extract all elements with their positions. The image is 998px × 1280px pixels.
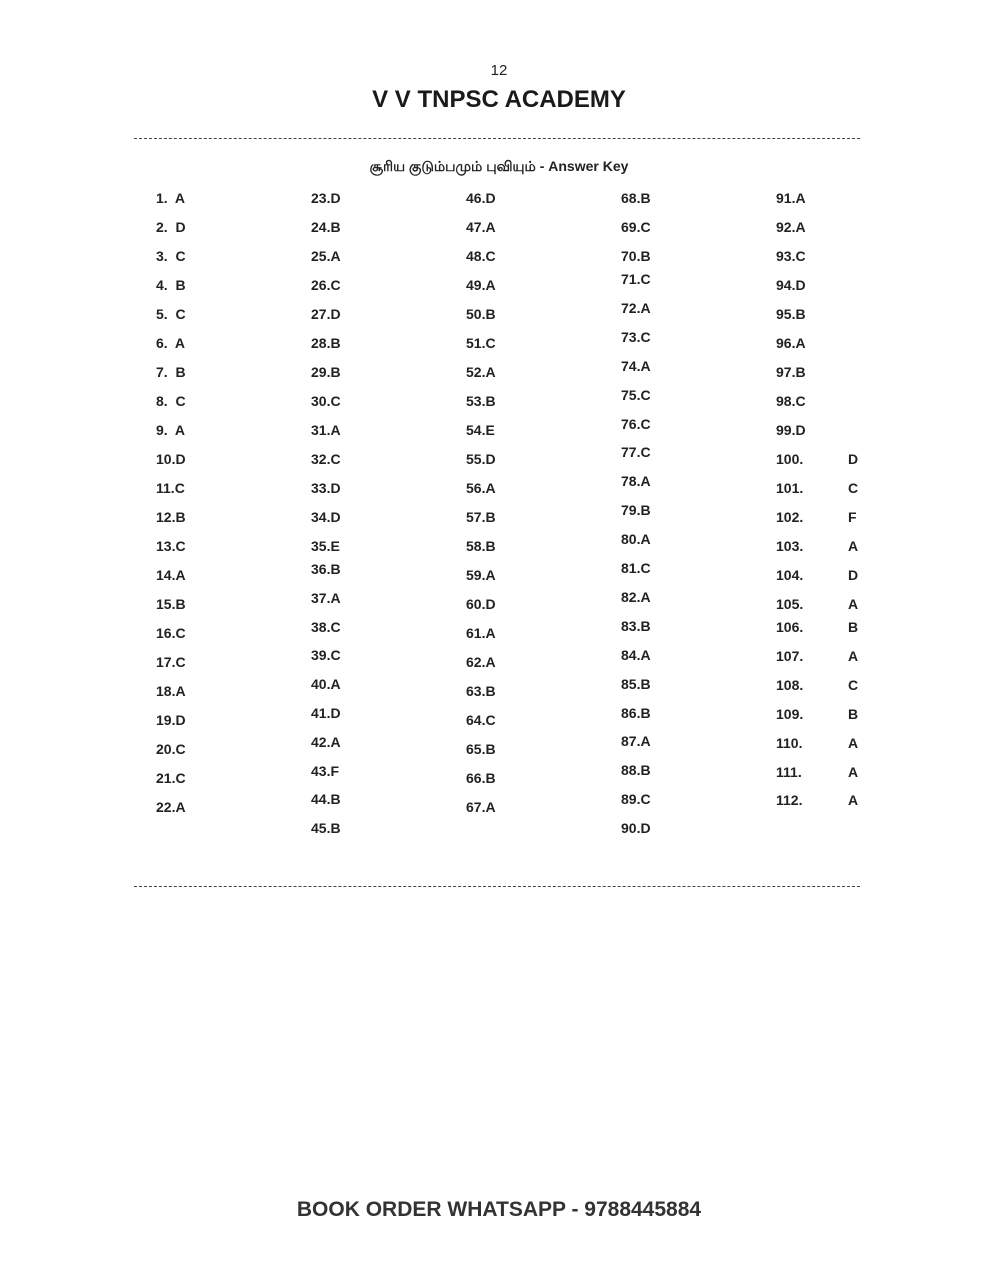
answer-number: 97.B — [776, 364, 806, 380]
answer-number: 94.D — [776, 277, 806, 293]
academy-title: V V TNPSC ACADEMY — [372, 86, 626, 113]
answer-number: 112. — [776, 792, 803, 809]
answer-item: 55.D — [466, 451, 496, 467]
answer-item: 82.A — [621, 588, 651, 605]
answer-item: 54.E — [466, 422, 495, 438]
answer-item — [776, 190, 806, 206]
answer-item: 50.B — [466, 306, 496, 322]
answer-item — [776, 248, 806, 264]
answer-item: 26.C — [311, 277, 341, 293]
answer-number: 105. — [776, 596, 804, 612]
answer-item: 61.A — [466, 625, 496, 641]
answer-number: 93.C — [776, 248, 806, 264]
answer-item: 64.C — [466, 712, 496, 728]
answer-item: 75.C — [621, 386, 651, 403]
answer-item: 68.B — [621, 190, 651, 206]
answer-item: 67.A — [466, 799, 496, 815]
answer-item: 85.B — [621, 675, 651, 692]
answer-number: 106. — [776, 619, 804, 635]
answer-item — [776, 422, 806, 438]
answer-item — [776, 306, 806, 322]
answer-item: 71.C — [621, 271, 651, 287]
bottom-dashed-divider — [134, 886, 860, 887]
answer-item: 37.A — [311, 589, 341, 606]
answer-item: 81.C — [621, 560, 651, 576]
answer-item: 34.D — [311, 509, 341, 525]
answer-item: 63.B — [466, 683, 496, 699]
answer-number: 107. — [776, 647, 804, 664]
answer-item: 84.A — [621, 646, 651, 663]
answer-item: 5. C — [156, 306, 186, 322]
answer-item: 27.D — [311, 306, 341, 322]
answer-item — [776, 676, 859, 693]
answer-item: 15.B — [156, 596, 186, 612]
answer-item: 79.B — [621, 502, 651, 519]
answer-item: 1. A — [156, 190, 186, 206]
answer-item: 12.B — [156, 509, 186, 525]
answer-letter: A — [848, 596, 859, 612]
answer-item — [776, 619, 859, 635]
answer-number: 91.A — [776, 190, 806, 206]
answer-item: 20.C — [156, 741, 186, 757]
answer-item: 29.B — [311, 364, 341, 380]
answer-item: 35.E — [311, 538, 340, 554]
answer-item: 38.C — [311, 618, 341, 635]
answer-item: 49.A — [466, 277, 496, 293]
answer-item: 65.B — [466, 741, 496, 757]
answer-item: 2. D — [156, 219, 186, 235]
answer-letter: A — [848, 792, 859, 809]
answer-item: 56.A — [466, 480, 496, 496]
answer-number: 111. — [776, 763, 802, 780]
answer-item: 31.A — [311, 422, 341, 438]
answer-item — [776, 647, 859, 664]
answer-item: 48.C — [466, 248, 496, 264]
answer-item: 74.A — [621, 357, 651, 374]
answer-key-title: சூரிய குடும்பமும் புவியும் - Answer Key — [369, 158, 629, 174]
answer-item — [776, 219, 806, 235]
answer-number: 101. — [776, 480, 804, 496]
answer-item: 90.D — [621, 820, 651, 837]
answer-letter: A — [848, 647, 859, 664]
answer-item: 87.A — [621, 733, 651, 750]
answer-item: 22.A — [156, 799, 186, 815]
answer-item: 77.C — [621, 444, 651, 461]
answer-item — [776, 538, 859, 554]
answer-item — [776, 393, 806, 409]
answer-item: 78.A — [621, 473, 651, 490]
answer-item: 41.D — [311, 705, 341, 721]
answer-number: 108. — [776, 676, 804, 693]
answer-item: 53.B — [466, 393, 496, 409]
answer-item: 57.B — [466, 509, 496, 525]
answer-item — [776, 567, 859, 583]
answer-item: 52.A — [466, 364, 496, 380]
answer-item — [776, 596, 859, 612]
answer-letter: C — [848, 676, 859, 693]
answer-letter: C — [848, 480, 859, 496]
answer-item: 42.A — [311, 733, 341, 750]
answer-item: 4. B — [156, 277, 186, 293]
answer-item: 24.B — [311, 219, 341, 235]
answer-letter: A — [848, 538, 859, 554]
answer-number: 109. — [776, 705, 804, 722]
answer-item: 32.C — [311, 451, 341, 467]
answer-item: 17.C — [156, 654, 186, 670]
answer-letter: F — [848, 509, 857, 525]
answer-item: 28.B — [311, 335, 341, 351]
answer-number: 110. — [776, 734, 803, 751]
answer-item: 88.B — [621, 762, 651, 779]
answer-item: 47.A — [466, 219, 496, 235]
answer-item: 13.C — [156, 538, 186, 554]
answer-item: 39.C — [311, 647, 341, 664]
answer-item: 19.D — [156, 712, 186, 728]
answer-item: 86.B — [621, 704, 651, 721]
answer-item: 18.A — [156, 683, 186, 699]
answer-number: 96.A — [776, 335, 806, 351]
answer-item — [776, 792, 859, 809]
answer-item: 21.C — [156, 770, 186, 786]
answer-item: 59.A — [466, 567, 496, 583]
answer-item: 60.D — [466, 596, 496, 612]
answer-number: 92.A — [776, 219, 806, 235]
answer-item — [776, 335, 806, 351]
answer-item: 89.C — [621, 791, 651, 808]
book-order-footer: BOOK ORDER WHATSAPP - 9788445884 — [296, 1198, 702, 1221]
answer-item: 43.F — [311, 762, 340, 779]
answer-letter: D — [848, 451, 859, 467]
answer-number: 99.D — [776, 422, 806, 438]
answer-item: 3. C — [156, 248, 186, 264]
answer-item: 83.B — [621, 617, 651, 634]
answer-item: 23.D — [311, 190, 341, 206]
answer-number: 102. — [776, 509, 804, 525]
answer-item: 45.B — [311, 820, 341, 837]
answer-item: 44.B — [311, 791, 341, 808]
answer-letter: B — [848, 705, 859, 722]
answer-item — [776, 364, 806, 380]
answer-item — [776, 763, 859, 780]
answer-item: 69.C — [621, 219, 651, 235]
answer-number: 103. — [776, 538, 804, 554]
answer-number: 104. — [776, 567, 804, 583]
answer-item — [776, 451, 859, 467]
answer-item: 40.A — [311, 676, 341, 693]
answer-item: 62.A — [466, 654, 496, 670]
answer-letter: A — [848, 734, 859, 751]
answer-item: 7. B — [156, 364, 186, 380]
answer-letter: B — [848, 619, 859, 635]
answer-item: 58.B — [466, 538, 496, 554]
answer-item — [776, 509, 857, 525]
answer-letter: D — [848, 567, 859, 583]
page-number: 12 — [490, 62, 508, 79]
answer-item: 25.A — [311, 248, 341, 264]
answer-item: 76.C — [621, 415, 651, 432]
answer-item: 80.A — [621, 531, 651, 548]
answer-item: 66.B — [466, 770, 496, 786]
answer-item: 8. C — [156, 393, 186, 409]
answer-letter: A — [848, 763, 859, 780]
answer-item: 9. A — [156, 422, 186, 438]
answer-item: 70.B — [621, 248, 651, 264]
answer-item: 36.B — [311, 561, 341, 577]
answer-item: 30.C — [311, 393, 341, 409]
answer-item: 46.D — [466, 190, 496, 206]
answer-item: 33.D — [311, 480, 341, 496]
answer-item — [776, 480, 859, 496]
answer-number: 98.C — [776, 393, 806, 409]
answer-item — [776, 277, 806, 293]
answer-number: 100. — [776, 451, 804, 467]
answer-item: 72.A — [621, 299, 651, 316]
answer-item: 6. A — [156, 335, 186, 351]
answer-item: 16.C — [156, 625, 186, 641]
answer-item: 73.C — [621, 328, 651, 345]
answer-number: 95.B — [776, 306, 806, 322]
answer-item: 14.A — [156, 567, 186, 583]
answer-item: 51.C — [466, 335, 496, 351]
answer-item — [776, 734, 859, 751]
answer-item: 11.C — [156, 480, 185, 496]
answer-item — [776, 705, 859, 722]
answer-item: 10.D — [156, 451, 186, 467]
